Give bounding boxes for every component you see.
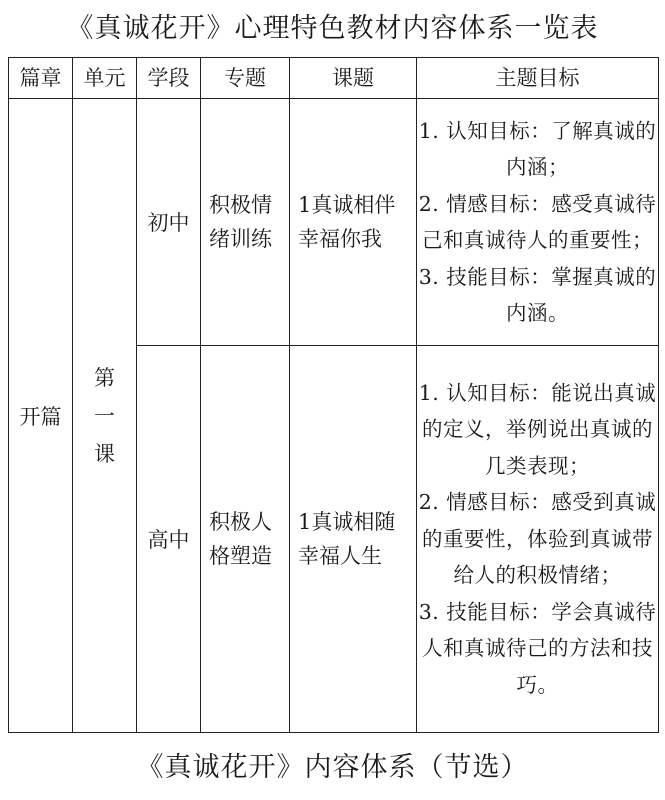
lesson-label: 1真诚相随幸福人生 bbox=[298, 510, 396, 568]
goal-item: 2. 情感目标：感受真诚待己和真诚待人的重要性； bbox=[418, 191, 657, 252]
goal-item: 1. 认知目标：了解真诚的内涵； bbox=[418, 118, 657, 179]
goal-item: 1. 认知目标：能说出真诚的定义，举例说出真诚的几类表现； bbox=[418, 380, 657, 478]
header-unit: 单元 bbox=[73, 58, 137, 99]
goal-item: 2. 情感目标：感受到真诚的重要性，体验到真诚带给人的积极情绪； bbox=[418, 490, 657, 588]
unit-cell bbox=[73, 99, 137, 733]
header-stage: 学段 bbox=[137, 58, 201, 99]
header-chapter: 篇章 bbox=[9, 58, 73, 99]
page-title: 《真诚花开》心理特色教材内容体系一览表 bbox=[66, 13, 599, 44]
table-row bbox=[9, 99, 659, 346]
chapter-label: 开篇 bbox=[19, 404, 62, 429]
stage-label: 初中 bbox=[147, 211, 190, 235]
topic-label: 积极人格塑造 bbox=[209, 510, 272, 568]
unit-label: 第一课 bbox=[94, 365, 115, 466]
stage-label: 高中 bbox=[147, 528, 190, 552]
topic-cell bbox=[201, 346, 290, 733]
goals-cell bbox=[417, 99, 659, 346]
goal-item: 3. 技能目标：掌握真诚的内涵。 bbox=[418, 264, 657, 325]
table-caption: 《真诚花开》内容体系（节选） bbox=[136, 752, 529, 783]
goals-cell bbox=[417, 346, 659, 733]
lesson-label: 1真诚相伴幸福你我 bbox=[298, 193, 396, 251]
lesson-cell bbox=[290, 346, 417, 733]
header-goals: 主题目标 bbox=[417, 58, 659, 99]
lesson-cell bbox=[290, 99, 417, 346]
header-lesson: 课题 bbox=[290, 58, 417, 99]
stage-cell bbox=[137, 99, 201, 346]
stage-cell bbox=[137, 346, 201, 733]
content-table bbox=[8, 57, 659, 733]
table-header-row bbox=[9, 58, 659, 99]
goal-item: 3. 技能目标：学会真诚待人和真诚待己的方法和技巧。 bbox=[418, 599, 657, 697]
chapter-cell bbox=[9, 99, 73, 733]
topic-cell bbox=[201, 99, 290, 346]
topic-label: 积极情绪训练 bbox=[209, 193, 272, 251]
header-topic: 专题 bbox=[201, 58, 290, 99]
